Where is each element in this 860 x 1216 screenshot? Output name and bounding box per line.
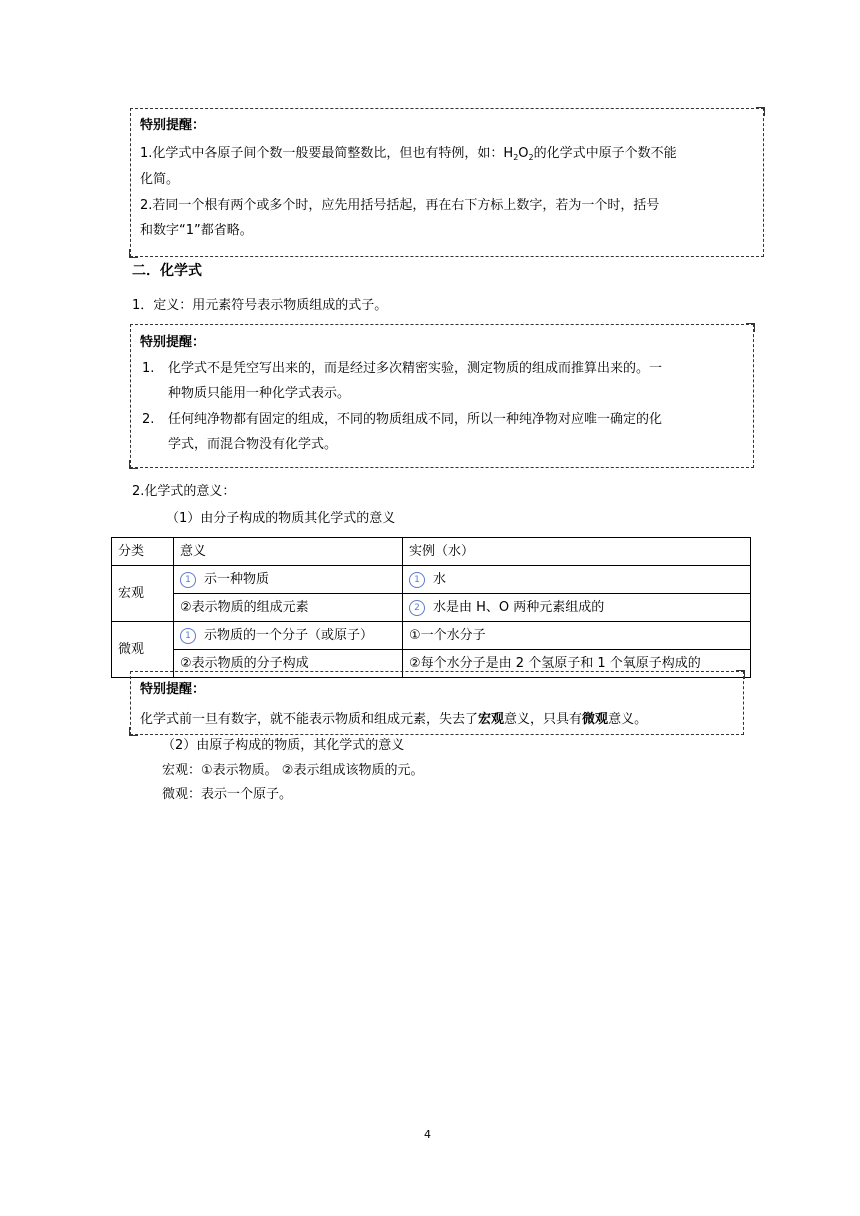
- cell-example: ②每个水分子是由 2 个氢原子和 1 个氧原子构成的: [403, 650, 751, 678]
- reminder-title-1: 特别提醒：: [140, 118, 206, 133]
- reminder-2-item-2-line-2: 学式，而混合物没有化学式。: [168, 437, 338, 452]
- reminder-1-line-3: 2.若同一个根有两个或多个时，应先用括号括起，再在右下方标上数字，若为一个时，括号: [140, 198, 660, 213]
- circled-number: 1: [180, 628, 196, 644]
- table-row: [112, 594, 751, 622]
- circled-number: 1: [180, 572, 196, 588]
- reminder-title-2: 特别提醒：: [140, 335, 206, 350]
- cell-meaning: ②表示物质的组成元素: [174, 594, 403, 622]
- cell-meaning: 1 示一种物质: [174, 566, 403, 594]
- reminder-title-3: 特别提醒：: [140, 682, 206, 697]
- circled-number: 2: [409, 600, 425, 616]
- cell-meaning: ②表示物质的分子构成: [174, 650, 403, 678]
- meaning-heading: 2.化学式的意义：: [132, 484, 236, 499]
- reminder-2-item-2-number: 2.: [142, 412, 155, 427]
- header-meaning: 意义: [174, 538, 403, 566]
- cell-example: 2 水是由 H、O 两种元素组成的: [403, 594, 751, 622]
- cell-meaning: 1 示物质的一个分子（或原子）: [174, 622, 403, 650]
- header-class: 分类: [112, 538, 174, 566]
- micro-line: 微观：表示一个原子。: [162, 787, 293, 802]
- reminder-2-item-2-line-1: 任何纯净物都有固定的组成，不同的物质组成不同，所以一种纯净物对应唯一确定的化: [168, 412, 663, 427]
- table-row: [112, 622, 751, 650]
- definition-text: 1．定义：用元素符号表示物质组成的式子。: [132, 298, 388, 313]
- table-row: [112, 566, 751, 594]
- reminder-1-line-1: 1.化学式中各原子间个数一般要最简整数比，但也有特例，如：$H_2O_2$的化学式中原子个数不能: [140, 146, 677, 162]
- reminder-1-line-4: 和数字“1”都省略。: [140, 223, 253, 238]
- header-example: 实例（水）: [403, 538, 751, 566]
- cell-micro: 微观: [112, 622, 174, 678]
- section-heading: 二．化学式: [132, 263, 202, 279]
- subheading-atomic: （2）由原子构成的物质，其化学式的意义: [162, 738, 405, 753]
- meaning-table: [111, 537, 751, 678]
- reminder-2-item-1-line-1: 化学式不是凭空写出来的，而是经过多次精密实验，测定物质的组成而推算出来的。一: [168, 361, 663, 376]
- cell-example: ①一个水分子: [403, 622, 751, 650]
- circled-number: 1: [409, 572, 425, 588]
- reminder-2-item-1-number: 1.: [142, 361, 155, 376]
- reminder-3-text: 化学式前一旦有数字，就不能表示物质和组成元素，失去了宏观意义，只具有微观意义。: [140, 712, 648, 727]
- page-number: 4: [424, 1128, 431, 1141]
- macro-line: 宏观：①表示物质。 ②表示组成该物质的元。: [162, 763, 424, 778]
- cell-macro: 宏观: [112, 566, 174, 622]
- reminder-2-item-1-line-2: 种物质只能用一种化学式表示。: [168, 386, 351, 401]
- reminder-1-line-2: 化简。: [140, 172, 180, 187]
- cell-example: 1 水: [403, 566, 751, 594]
- subheading-molecular: （1）由分子构成的物质其化学式的意义: [166, 511, 396, 526]
- table-header-row: [112, 538, 751, 566]
